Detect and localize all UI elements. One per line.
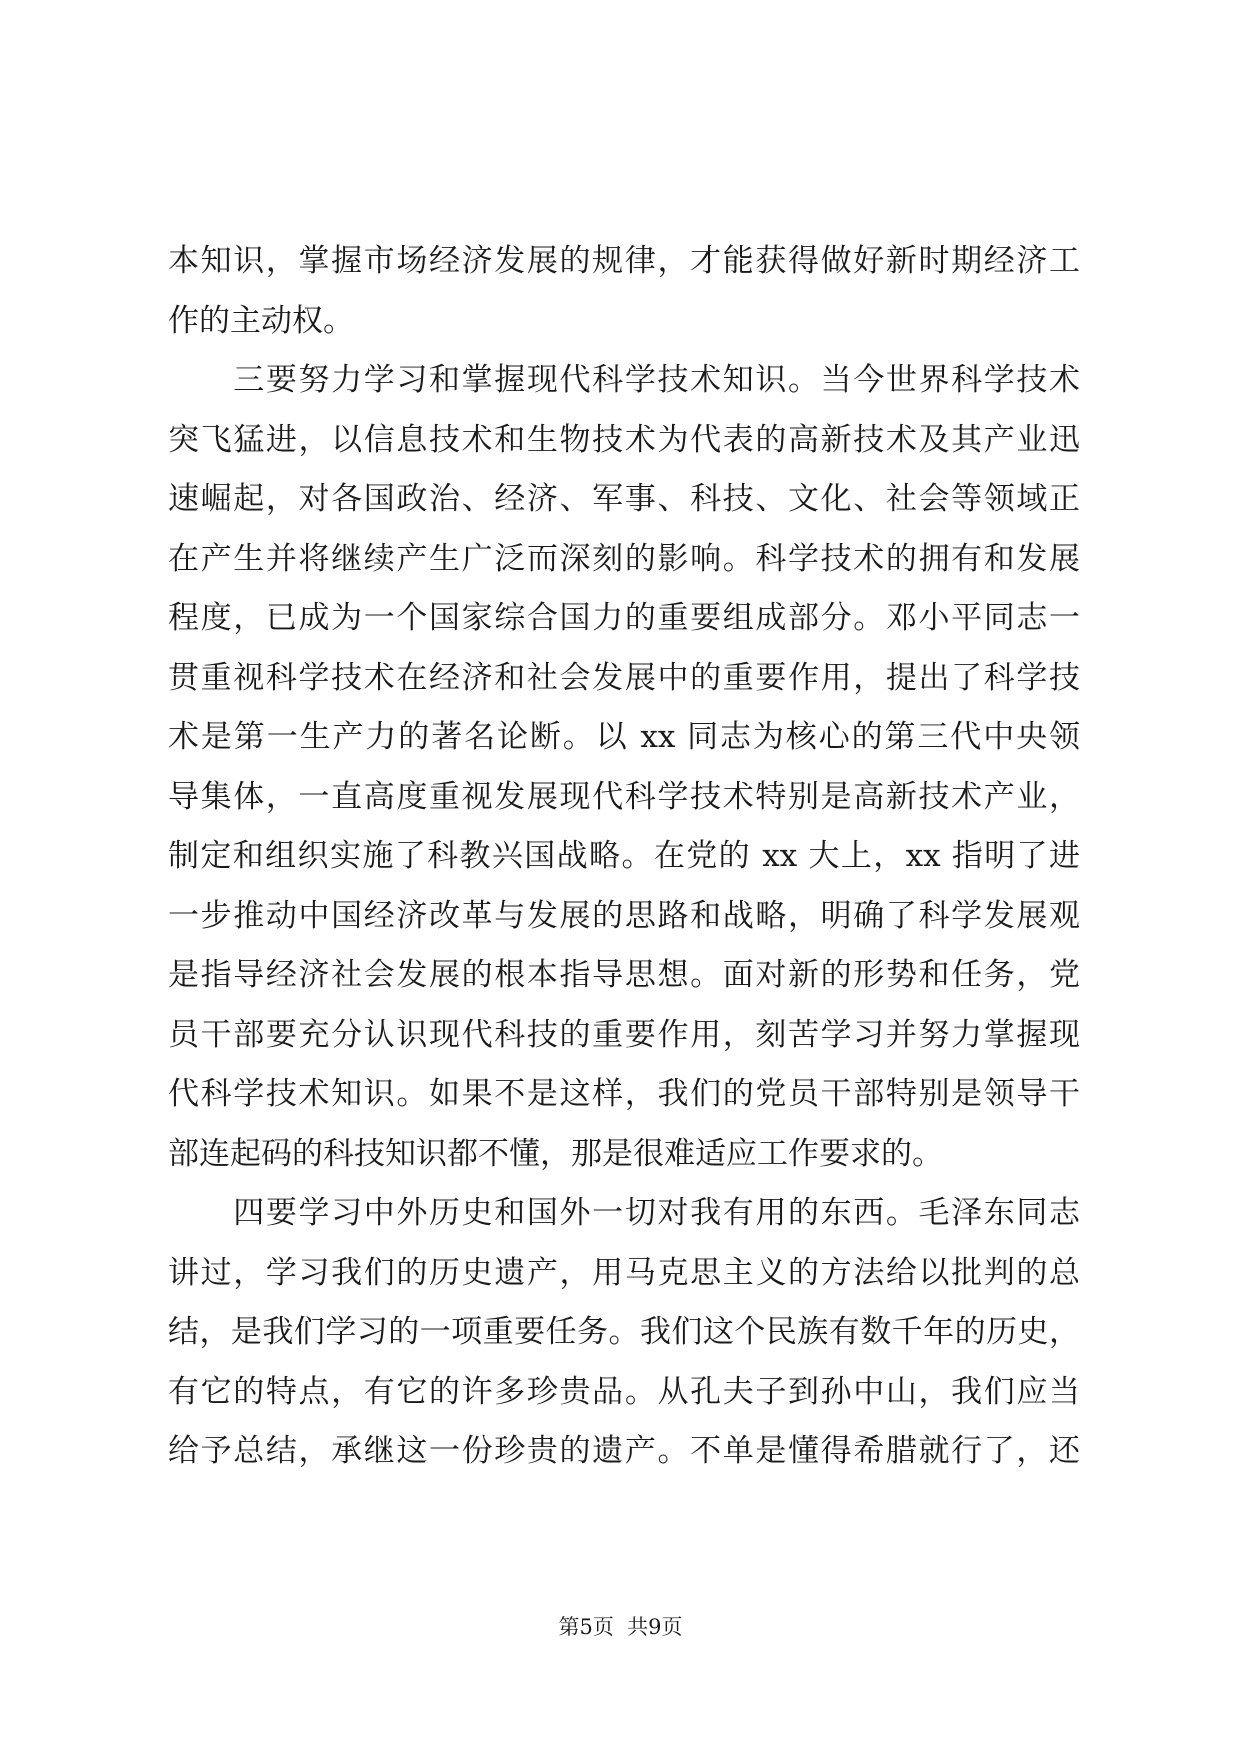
text-line: 三要努力学习和掌握现代科学技术知识。当今世界科学技术 [168,362,1080,398]
document-body [168,232,1080,1482]
text-line: 是指导经济社会发展的根本指导思想。面对新的形势和任务，党 [168,957,1080,993]
text-line: 程度，已成为一个国家综合国力的重要组成部分。邓小平同志一 [168,600,1080,636]
text-line: 代科学技术知识。如果不是这样，我们的党员干部特别是领导干 [168,1076,1080,1112]
current-page-number: 5 [579,1615,593,1639]
text-line: 讲过，学习我们的历史遗产，用马克思主义的方法给以批判的总 [168,1254,1080,1291]
text-line: 贯重视科学技术在经济和社会发展中的重要作用，提出了科学技 [168,659,1080,696]
total-pages-number: 9 [648,1615,662,1639]
text-line: 在产生并将继续产生广泛而深刻的影响。科学技术的拥有和发展 [168,540,1080,577]
text-line: 导集体，一直高度重视发展现代科学技术特别是高新技术产业， [168,778,1080,815]
page-prefix: 第 [558,1615,580,1639]
text-line: 给予总结，承继这一份珍贵的遗产。不单是懂得希腊就行了，还 [168,1433,1080,1469]
text-line: 四要学习中外历史和国外一切对我有用的东西。毛泽东同志 [168,1195,1080,1231]
text-line: 一步推动中国经济改革与发展的思路和战略，明确了科学发展观 [168,897,1080,934]
page-footer [0,1612,1241,1642]
page-middle: 页 共 [592,1615,649,1639]
text-line: 速崛起，对各国政治、经济、军事、科技、文化、社会等领域正 [168,481,1080,517]
text-line: 员干部要充分认识现代科技的重要作用，刻苦学习并努力掌握现 [168,1016,1080,1053]
text-line: 有它的特点，有它的许多珍贵品。从孔夫子到孙中山，我们应当 [168,1373,1080,1410]
text-line: 本知识，掌握市场经济发展的规律，才能获得做好新时期经济工 [168,243,1080,279]
text-line: 制定和组织实施了科教兴国战略。在党的 xx 大上，xx 指明了进 [168,838,1080,874]
text-line: 突飞猛进，以信息技术和生物技术为代表的高新技术及其产业迅 [168,421,1080,458]
page-suffix: 页 [661,1615,683,1639]
text-line: 作的主动权。 [168,302,354,339]
text-line: 结，是我们学习的一项重要任务。我们这个民族有数千年的历史， [168,1314,1080,1350]
text-line: 部连起码的科技知识都不懂，那是很难适应工作要求的。 [168,1135,943,1172]
text-line: 术是第一生产力的著名论断。以 xx 同志为核心的第三代中央领 [168,719,1080,755]
